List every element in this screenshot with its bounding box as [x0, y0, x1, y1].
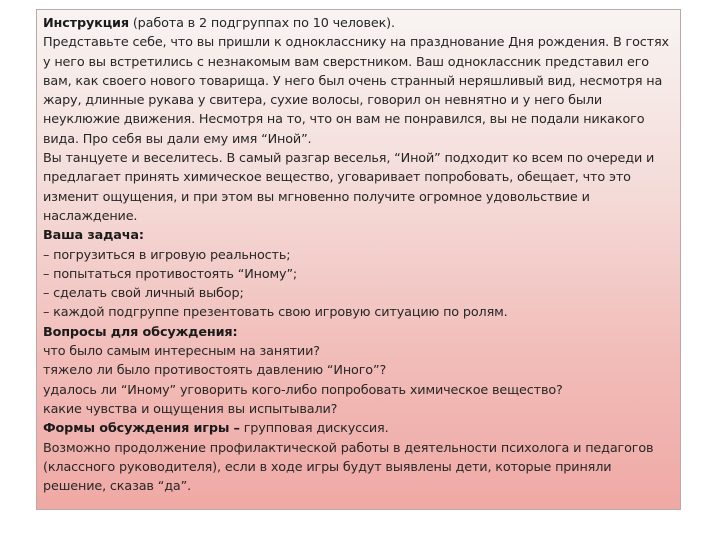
forms-line — [43, 419, 674, 438]
questions-heading — [43, 323, 674, 342]
question-item: что было самым интересным на занятии? — [43, 344, 320, 360]
questions-heading-text: Вопросы для обсуждения: — [43, 324, 238, 340]
closing-paragraph: Возможно продолжение профилактической работы в деятельности психолога и педагогов (классного руководителя), если в ходе игры будут выявлены дети, которые приняли решение, сказав “да”. — [43, 440, 654, 495]
instruction-label: Инструкция — [43, 16, 129, 31]
task-item: – погрузиться в игровую реальность; — [43, 247, 291, 263]
task-item: – сделать свой личный выбор; — [43, 286, 244, 302]
question-item: какие чувства и ощущения вы испытывали? — [43, 401, 338, 417]
forms-heading: Формы обсуждения игры – — [43, 421, 240, 437]
task-item: – попытаться противостоять “Иному”; — [43, 266, 298, 282]
instruction-text-box — [36, 9, 681, 510]
scenario-paragraph-2: Вы танцуете и веселитесь. В самый разгар веселья, “Иной” подходит ко всем по очереди и предлагает принять химическое вещество, уговаривает попробовать, обещает, что это изменит ощущения, и при этом вы мгновенно получите огромное удовольствие и наслаждение. — [43, 151, 655, 224]
scenario-paragraph-1: Представьте себе, что вы пришли к однокласснику на празднование Дня рождения. В гостях у него вы встретились с незнакомым вам сверстником. Ваш одноклассник представил его вам, как своего нового товарища. У него был очень странный неряшливый вид, несмотря на жару, длинные рукава у свитера, сухие волосы, говорил он невнятно и у него были неуклюжие движения. Несмотря на то, что он вам не понравился, вы не подали никакого вида. Про себя вы дали ему имя “Иной”. — [43, 35, 669, 147]
task-item: – каждой подгруппе презентовать свою игровую ситуацию по ролям. — [43, 305, 508, 321]
question-item: тяжело ли было противостоять давлению “Иного”? — [43, 363, 387, 379]
instruction-line — [43, 14, 674, 33]
instruction-details: (работа в 2 подгруппах по 10 человек). — [128, 16, 395, 31]
question-item: удалось ли “Иному” уговорить кого-либо попробовать химическое вещество? — [43, 382, 563, 398]
task-heading — [43, 226, 674, 245]
task-heading-text: Ваша задача: — [43, 228, 144, 244]
forms-value: групповая дискуссия. — [239, 421, 389, 437]
